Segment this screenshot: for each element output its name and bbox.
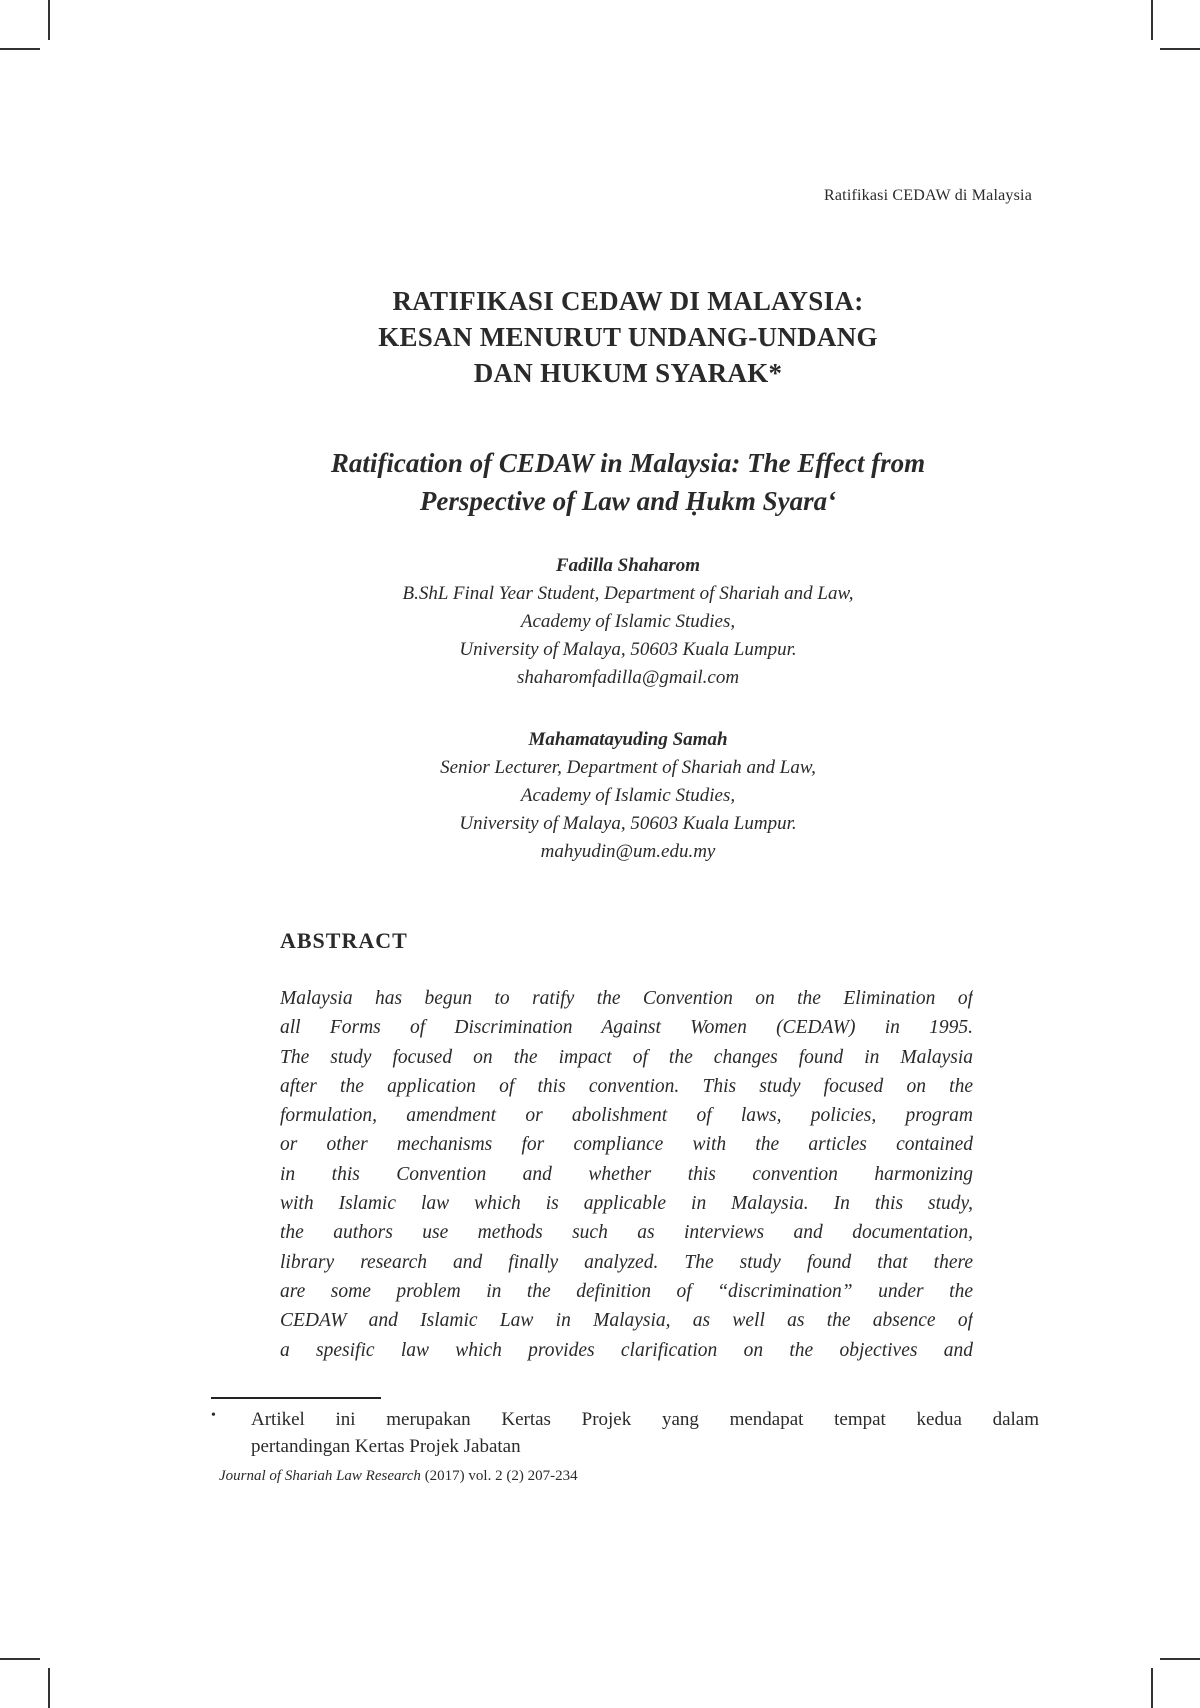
author-name: Fadilla Shaharom (555, 555, 701, 576)
author-name: Mahamatayuding Samah (528, 729, 728, 750)
author-block (230, 726, 1026, 866)
abstract-line: CEDAW and Islamic Law in Malaysia, as well as the absence of (280, 1310, 973, 1332)
abstract-line: The study focused on the impact of the changes found in Malaysia (280, 1046, 973, 1068)
crop-mark-top-left-vertical (48, 0, 50, 40)
author-affiliation-line: Senior Lecturer, Department of Shariah and Law, (440, 757, 816, 778)
author-affiliation-line: Academy of Islamic Studies, (520, 785, 736, 806)
footnote-rule (211, 1397, 381, 1399)
abstract-line: all Forms of Discrimination Against Women (CEDAW) in 1995. (280, 1017, 973, 1039)
abstract-line: library research and finally analyzed. The study found that there (280, 1251, 973, 1273)
footnote-mark: • (211, 1408, 216, 1423)
article-subtitle (230, 444, 1026, 520)
abstract-heading: ABSTRACT (280, 928, 408, 953)
footnote-text (251, 1406, 1039, 1460)
abstract-line: after the application of this convention. This study focused on the (280, 1075, 973, 1097)
crop-mark-top-right-horizontal (1160, 48, 1200, 50)
author-affiliation-line: University of Malaya, 50603 Kuala Lumpur. (459, 639, 797, 660)
title-line: KESAN MENURUT UNDANG-UNDANG (378, 322, 878, 352)
abstract-line: formulation, amendment or abolishment of laws, policies, program (280, 1105, 973, 1127)
abstract-line: are some problem in the definition of “discrimination” under the (280, 1280, 973, 1302)
author-block (230, 552, 1026, 692)
subtitle-line: Ratification of CEDAW in Malaysia: The Effect from (330, 448, 926, 478)
author-affiliation-line: B.ShL Final Year Student, Department of Shariah and Law, (402, 583, 854, 604)
abstract-line: the authors use methods such as interviews and documentation, (280, 1222, 973, 1244)
crop-mark-top-right-vertical (1151, 0, 1153, 40)
crop-mark-bottom-right-horizontal (1160, 1658, 1200, 1660)
footnote (211, 1406, 1039, 1460)
footnote-line: pertandingan Kertas Projek Jabatan (251, 1436, 521, 1457)
footnote-line: Artikel ini merupakan Kertas Projek yang mendapat tempat kedua dalam (251, 1409, 1039, 1430)
journal-details: (2017) vol. 2 (2) 207-234 (420, 1468, 578, 1484)
author-affiliation-line: University of Malaya, 50603 Kuala Lumpur. (459, 813, 797, 834)
subtitle-line: Perspective of Law and Ḥukm Syara‘ (419, 486, 837, 516)
abstract-line: or other mechanisms for compliance with the articles contained (280, 1134, 973, 1156)
crop-mark-bottom-left-vertical (48, 1668, 50, 1708)
article-title (230, 283, 1026, 391)
crop-mark-top-left-horizontal (0, 48, 40, 50)
abstract-line: in this Convention and whether this convention harmonizing (280, 1163, 973, 1185)
crop-mark-bottom-left-horizontal (0, 1658, 40, 1660)
journal-reference (219, 1468, 578, 1485)
abstract-line: Malaysia has begun to ratify the Convention on the Elimination of (280, 988, 973, 1009)
crop-mark-bottom-right-vertical (1151, 1668, 1153, 1708)
title-line: DAN HUKUM SYARAK* (473, 358, 783, 388)
journal-name: Journal of Shariah Law Research (219, 1468, 421, 1484)
abstract-body (280, 984, 973, 1365)
running-head: Ratifikasi CEDAW di Malaysia (824, 187, 1032, 204)
author-affiliation-line: Academy of Islamic Studies, (520, 611, 736, 632)
abstract-line: a spesific law which provides clarification on the objectives and (280, 1339, 973, 1361)
author-email: shaharomfadilla@gmail.com (516, 667, 740, 688)
author-email: mahyudin@um.edu.my (540, 841, 716, 862)
title-line: RATIFIKASI CEDAW DI MALAYSIA: (392, 286, 864, 316)
abstract-line: with Islamic law which is applicable in Malaysia. In this study, (280, 1193, 973, 1215)
